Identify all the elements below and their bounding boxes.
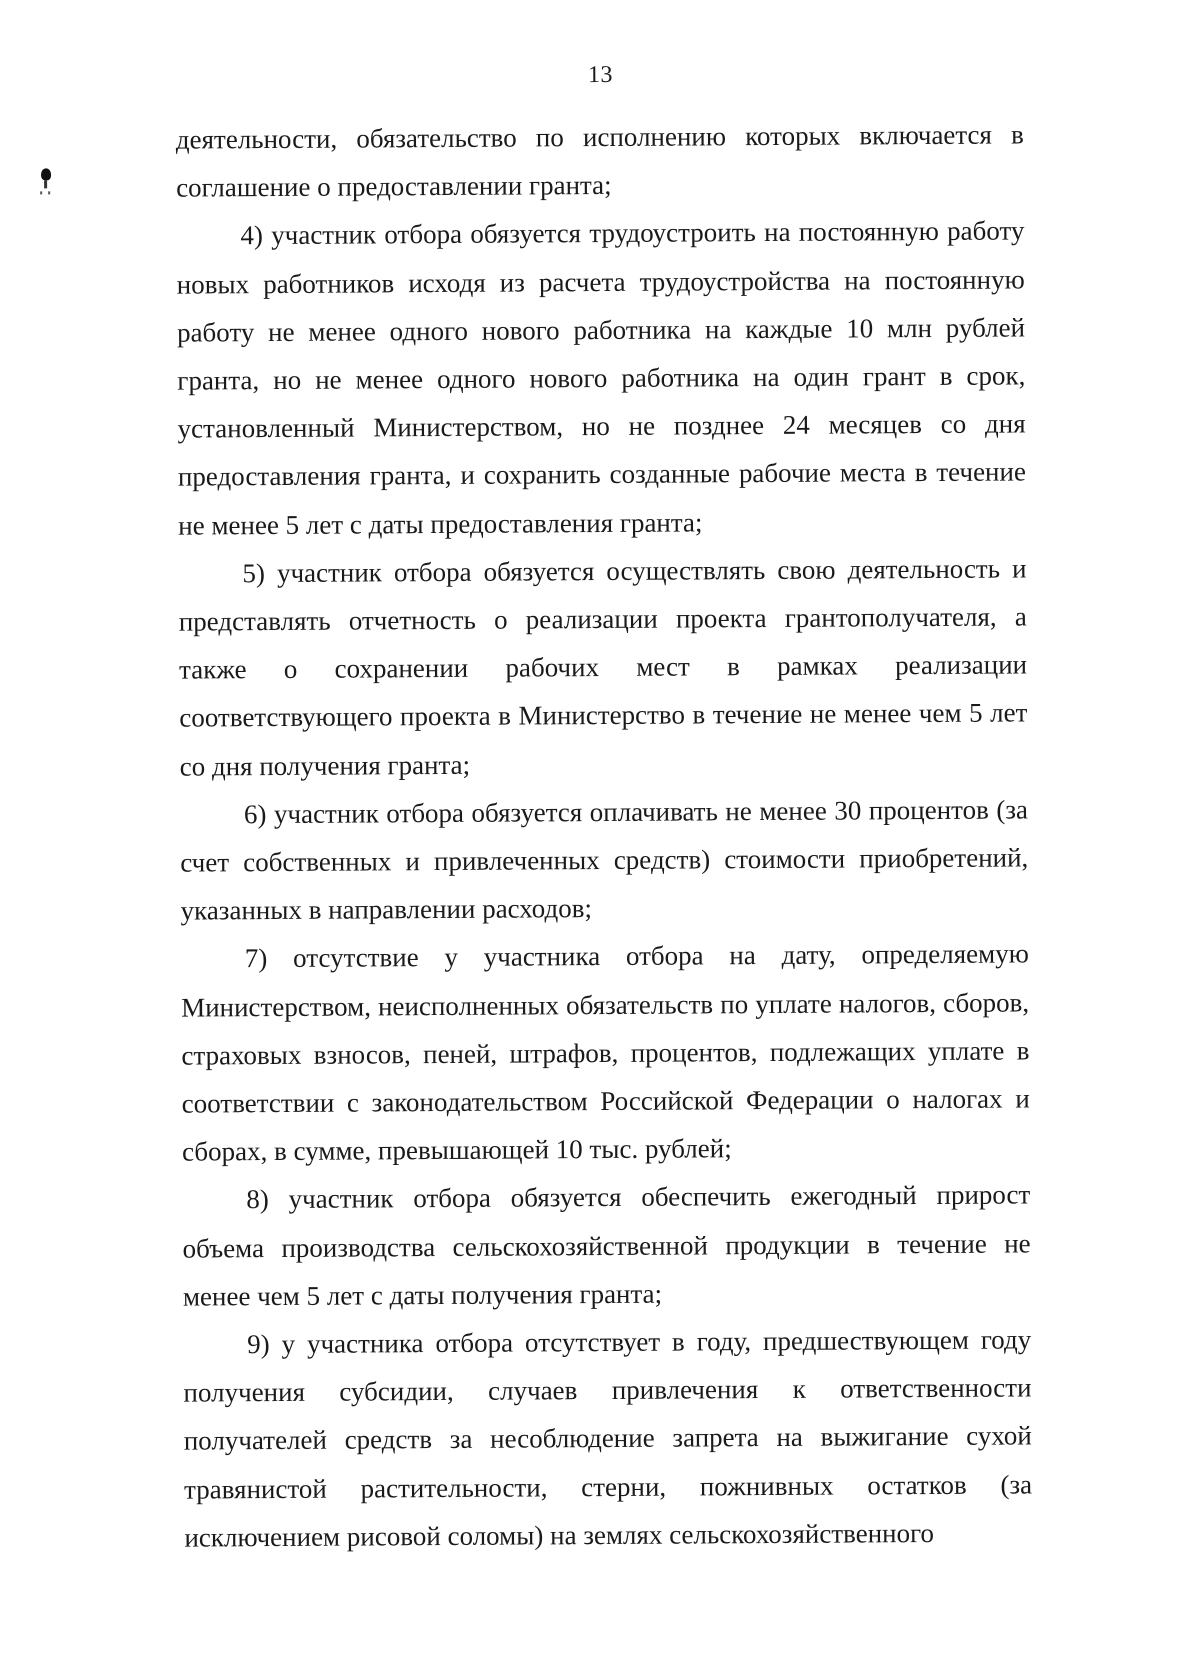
document-body [176,110,1033,1561]
paragraph-item-4: 4) участник отбора обязуется трудоустроить на постоянную работу новых работников исходя из расчета трудоустройства на постоянную работу не менее одного нового работника на каждые 10 млн рублей гранта, но не менее одного нового работника на один грант в срок, установленный Министерством, но не позднее 24 месяцев со дня предоставления гранта, и сохранить созданные рабочие места в течение не менее 5 лет с даты предоставления гранта; [176,215,1026,541]
paragraph-item-7: 7) отсутствие у участника отбора на дату, определяемую Министерством, неисполненных обязательств по уплате налогов, сборов, страховых взносов, пеней, штрафов, процентов, подлежащих уплате в соответствии с законодательством Российской Федерации о налогах и сборах, в сумме, превышающей 10 тыс. рублей; [181,938,1030,1167]
paragraph-continuation: деятельности, обязательство по исполнению которых включается в соглашение о предоставлении гранта; [175,119,1024,203]
paragraph-item-9: 9) у участника отбора отсутствует в году, предшествующем году получения субсидии, случаев привлечения к ответственности получателей средств за несоблюдение запрета на выжигание сухой травянистой растительности, стерни, пожнивных остатков (за исключением рисовой соломы) на землях сельскохозяйственного [183,1324,1033,1553]
paragraph-item-6: 6) участник отбора обязуется оплачивать не менее 30 процентов (за счет собственных и привлеченных средств) стоимости приобретений, указанных в направлении расходов; [180,794,1029,926]
margin-mark-icon [39,166,53,196]
paragraph-item-5: 5) участник отбора обязуется осуществлять свою деятельность и представлять отчетность о реализации проекта грантополучателя, а также о сохранении рабочих мест в рамках реализации соответствующего проекта в Министерство в течение не менее чем 5 лет со дня получения гранта; [178,553,1028,782]
paragraph-item-8: 8) участник отбора обязуется обеспечить ежегодный прирост объема производства сельскохозяйственной продукции в течение не менее чем 5 лет с даты получения гранта; [182,1179,1031,1312]
page-number: 13 [587,61,614,89]
